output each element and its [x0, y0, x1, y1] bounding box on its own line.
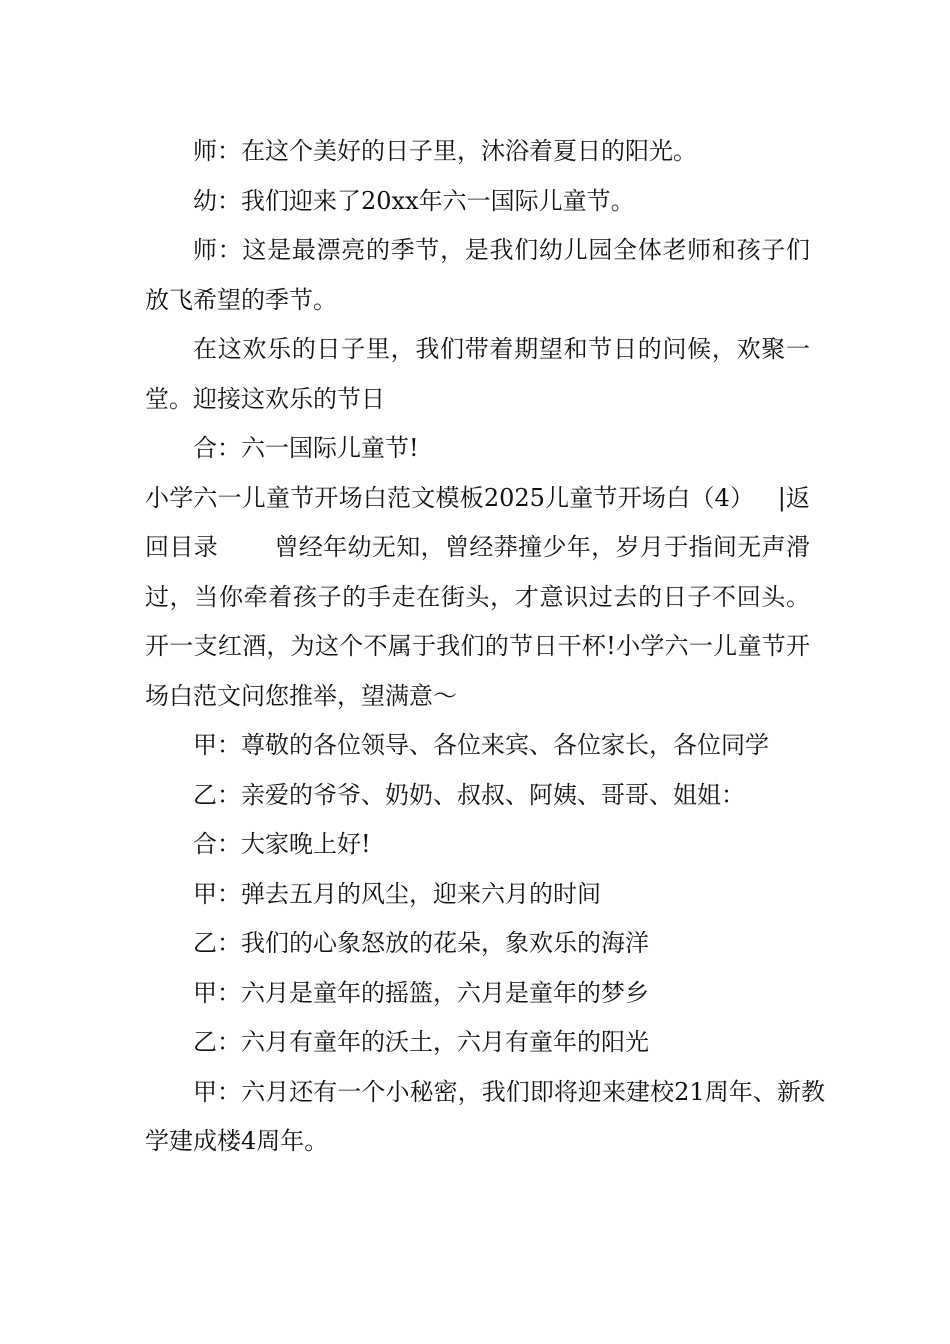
heading-separator: |: [777, 483, 786, 512]
dialogue-line: 甲：六月还有一个小秘密，我们即将迎来建校21周年、新教学建成楼4周年。: [145, 1077, 825, 1155]
dialogue-line: 乙：六月有童年的沃土，六月有童年的阳光: [193, 1028, 649, 1056]
paragraph: 师：在这个美好的日子里，沐浴着夏日的阳光。: [193, 137, 697, 165]
dialogue-line: 甲：弹去五月的风尘，迎来六月的时间: [193, 879, 601, 908]
dialogue-line: 甲：六月是童年的摇篮，六月是童年的梦乡: [193, 978, 649, 1007]
section-heading: 小学六一儿童节开场白范文模板2025儿童节开场白（4）: [145, 483, 755, 512]
dialogue-line: 乙：我们的心象怒放的花朵，象欢乐的海洋: [193, 929, 649, 957]
dialogue-line: 合：大家晚上好!: [193, 830, 371, 858]
document-body: [145, 127, 825, 1167]
section-intro: 曾经年幼无知，曾经莽撞少年，岁月于指间无声滑过，当你牵着孩子的手走在街头，才意识过去的日子不回头。开一支红酒，为这个不属于我们的节日干杯!小学六一儿童节开场白范文问您推举，望满意～: [145, 533, 811, 710]
paragraph: 在这欢乐的日子里，我们带着期望和节日的问候，欢聚一堂。迎接这欢乐的节日: [145, 335, 810, 413]
dialogue-line: 甲：尊敬的各位领导、各位来宾、各位家长，各位同学: [193, 731, 769, 759]
paragraph: 师：这是最漂亮的季节，是我们幼儿园全体老师和孩子们放飞希望的季节。: [145, 236, 810, 314]
paragraph: 合：六一国际儿童节!: [193, 434, 419, 462]
back-to-contents-link[interactable]: 返回目录: [145, 483, 810, 561]
section-block: [145, 474, 810, 722]
dialogue-line: 乙：亲爱的爷爷、奶奶、叔叔、阿姨、哥哥、姐姐：: [193, 780, 745, 809]
paragraph: 幼：我们迎来了20xx年六一国际儿童节。: [193, 186, 635, 215]
